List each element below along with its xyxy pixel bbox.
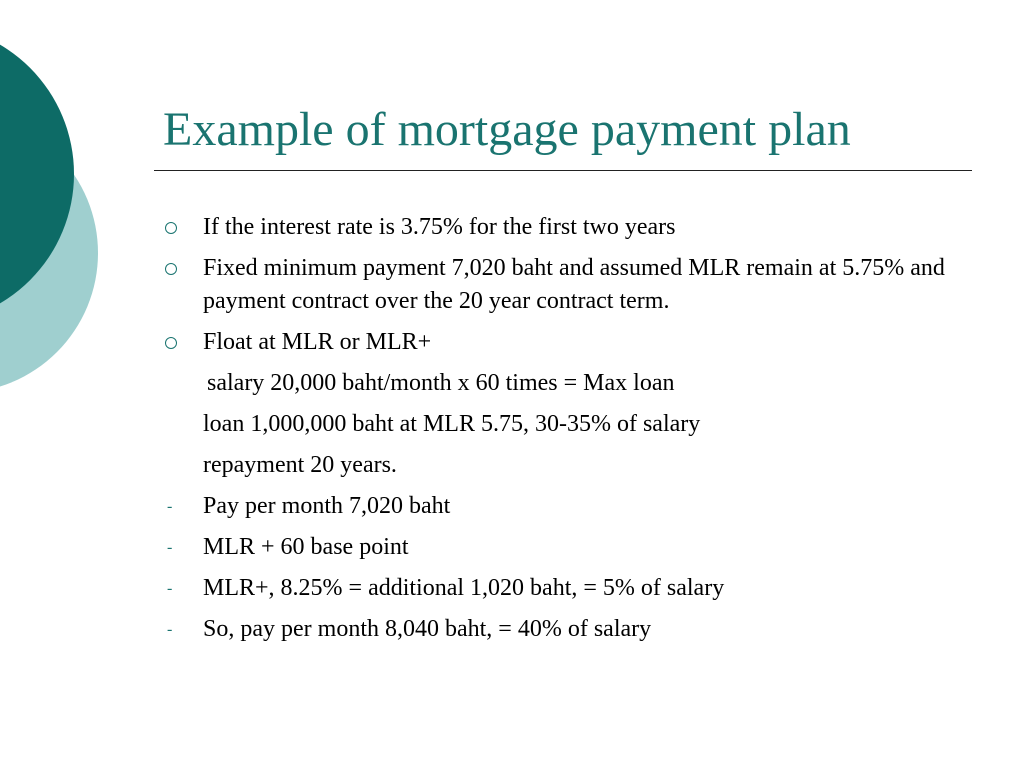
bullet-item [163,211,973,244]
dash-text: MLR + 60 base point [203,534,409,560]
title-divider [154,170,972,171]
bullet-text: Fixed minimum payment 7,020 baht and assumed MLR remain at 5.75% and payment contract over the 20 year contract term. [203,255,945,314]
line-text: salary 20,000 baht/month x 60 times = Max loan [207,370,675,396]
line-text: repayment 20 years. [203,452,397,478]
slide-body [163,211,973,654]
dash-item [163,613,973,646]
continuation-line [163,367,973,400]
dash-text: MLR+, 8.25% = additional 1,020 baht, = 5% of salary [203,575,725,601]
continuation-line [163,408,973,441]
dash-bullet-icon: - [167,621,173,638]
dash-item [163,490,973,523]
dash-bullet-icon: - [167,498,173,515]
dash-bullet-icon: - [167,539,173,556]
dash-text: So, pay per month 8,040 baht, = 40% of salary [203,616,652,642]
dash-text: Pay per month 7,020 baht [203,493,451,519]
line-text: loan 1,000,000 baht at MLR 5.75, 30-35% of salary [203,411,701,437]
dash-item [163,572,973,605]
bullet-item [163,326,973,359]
bullet-text: If the interest rate is 3.75% for the first two years [203,214,676,240]
circle-bullet-icon [165,337,177,349]
dash-item [163,531,973,564]
bullet-text: Float at MLR or MLR+ [203,329,432,355]
continuation-line [163,449,973,482]
dash-bullet-icon: - [167,580,173,597]
bullet-item [163,252,973,318]
slide-title: Example of mortgage payment plan [163,103,851,156]
circle-bullet-icon [165,263,177,275]
circle-bullet-icon [165,222,177,234]
